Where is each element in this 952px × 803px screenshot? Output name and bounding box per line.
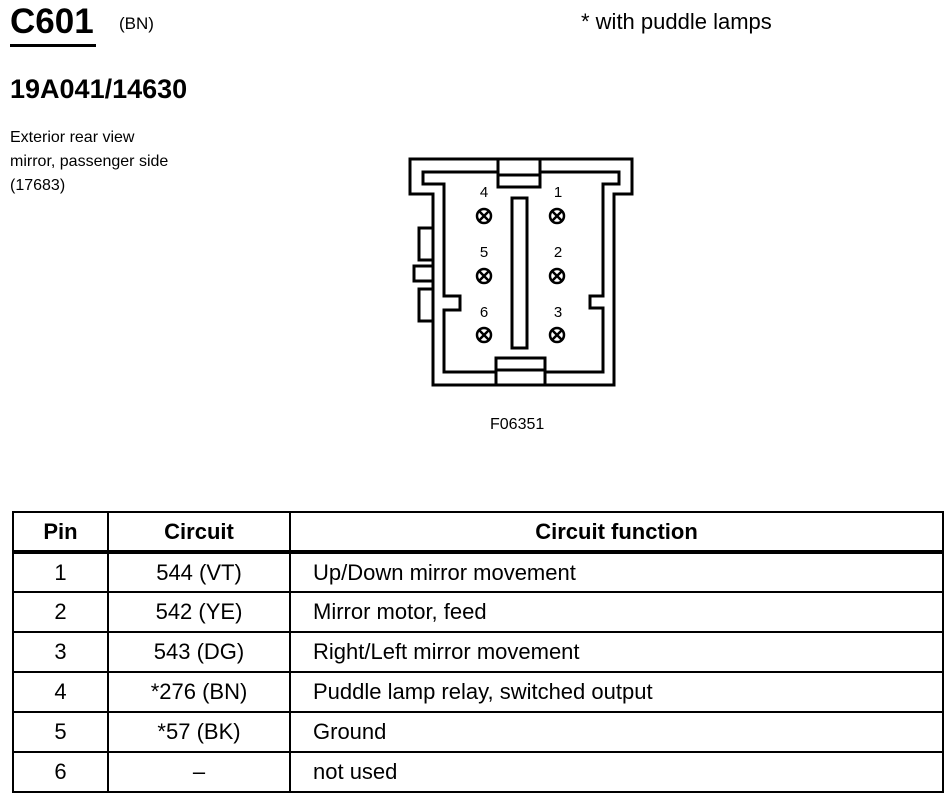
pin-label-3: 3 [553, 304, 563, 321]
pin-table [12, 511, 944, 793]
pin-label-2: 2 [553, 244, 563, 261]
top-latch [498, 159, 540, 187]
figure-id: F06351 [490, 416, 545, 433]
cavity-outline [423, 172, 619, 372]
pin-terminal-1 [550, 209, 564, 223]
connector-id: C601 [10, 2, 94, 41]
pin-terminal-3 [550, 328, 564, 342]
circuit-cell: *276 (BN) [108, 672, 290, 712]
pin-cell: 3 [13, 632, 108, 672]
function-cell: Mirror motor, feed [290, 592, 943, 632]
pin-label-1: 1 [553, 184, 563, 201]
function-cell: Right/Left mirror movement [290, 632, 943, 672]
function-cell: not used [290, 752, 943, 792]
center-rib [512, 198, 527, 348]
header-pin: Pin [13, 512, 108, 552]
side-key-upper [419, 228, 433, 260]
header-circuit: Circuit [108, 512, 290, 552]
connector-color: (BN) [119, 14, 154, 33]
table-row [13, 592, 943, 632]
circuit-cell: *57 (BK) [108, 712, 290, 752]
table-row [13, 552, 943, 592]
pin-terminal-5 [477, 269, 491, 283]
connector-face-diagram [400, 150, 640, 395]
pin-label-5: 5 [479, 244, 489, 261]
pin-cell: 2 [13, 592, 108, 632]
pin-terminal-4 [477, 209, 491, 223]
side-key-lower [419, 289, 433, 321]
header-circuit-function: Circuit function [290, 512, 943, 552]
function-cell: Up/Down mirror movement [290, 552, 943, 592]
function-cell: Ground [290, 712, 943, 752]
table-row [13, 672, 943, 712]
side-key-middle [414, 266, 433, 281]
pin-cell: 1 [13, 552, 108, 592]
pin-cell: 4 [13, 672, 108, 712]
pin-terminal-2 [550, 269, 564, 283]
connector-description: Exterior rear view mirror, passenger side (17683) [10, 129, 169, 194]
function-cell: Puddle lamp relay, switched output [290, 672, 943, 712]
legend-note: * with puddle lamps [581, 9, 772, 34]
table-row [13, 752, 943, 792]
table-header-row [13, 512, 943, 552]
pin-label-4: 4 [479, 184, 489, 201]
connector-id-underline [10, 44, 96, 47]
pin-label-6: 6 [479, 304, 489, 321]
table-row [13, 712, 943, 752]
circuit-cell: 542 (YE) [108, 592, 290, 632]
part-number: 19A041/14630 [10, 74, 188, 104]
circuit-cell: – [108, 752, 290, 792]
table-row [13, 632, 943, 672]
pin-terminal-6 [477, 328, 491, 342]
pin-cell: 5 [13, 712, 108, 752]
pin-cell: 6 [13, 752, 108, 792]
circuit-cell: 543 (DG) [108, 632, 290, 672]
circuit-cell: 544 (VT) [108, 552, 290, 592]
